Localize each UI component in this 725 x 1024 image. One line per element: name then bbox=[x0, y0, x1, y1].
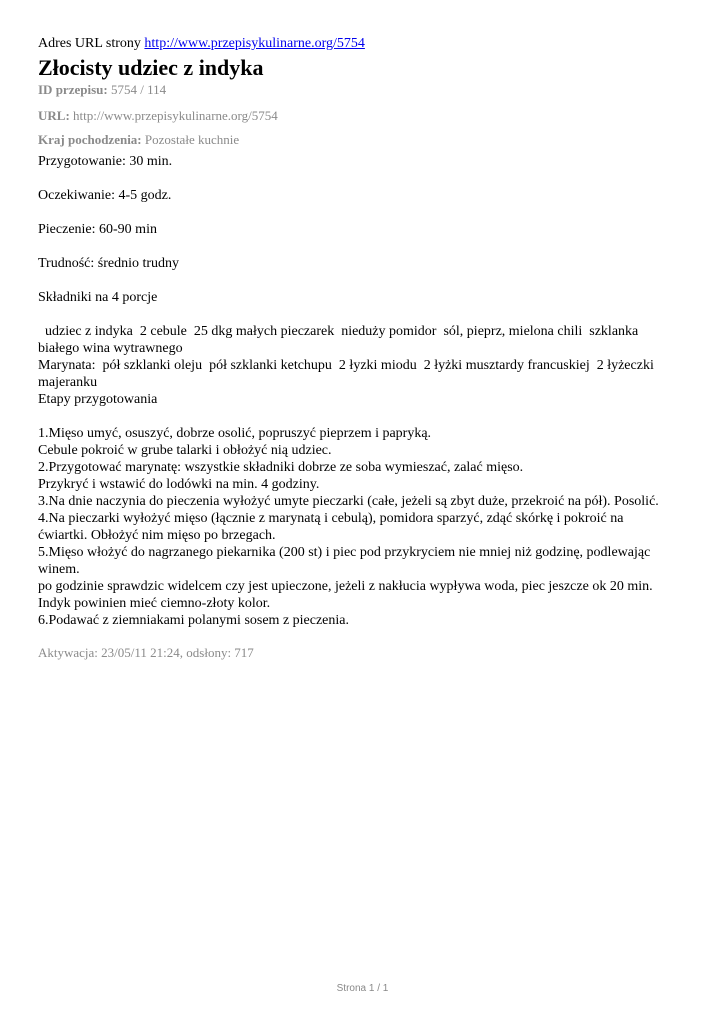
steps-heading: Etapy przygotowania bbox=[38, 392, 158, 407]
recipe-origin-label: Kraj pochodzenia: bbox=[38, 132, 142, 147]
step-line: 2.Przygotować marynatę: wszystkie składniki dobrze ze soba wymieszać, zalać mięso. bbox=[38, 460, 524, 475]
step-line: 6.Podawać z ziemniakami polanymi sosem z pieczenia. bbox=[38, 613, 350, 628]
recipe-title: Złocisty udziec z indyka bbox=[38, 55, 264, 80]
step-line: po godzinie sprawdzic widelcem czy jest upieczone, jeżeli z nakłucia wypływa woda, piec jeszcze ok 20 min. bbox=[38, 579, 653, 594]
marinade-line: majeranku bbox=[38, 375, 98, 390]
page-number: Strona 1 / 1 bbox=[336, 983, 389, 994]
recipe-id-label: ID przepisu: bbox=[38, 82, 108, 97]
ingredients-main-line: udziec z indyka 2 cebule 25 dkg małych pieczarek nieduży pomidor sól, pieprz, mielona chili szklanka bbox=[38, 324, 639, 339]
step-line: Indyk powinien mieć ciemno-złoty kolor. bbox=[38, 596, 271, 611]
step-line: winem. bbox=[38, 562, 80, 577]
source-url-line bbox=[38, 35, 365, 53]
source-url-label: Adres URL strony bbox=[38, 36, 141, 51]
difficulty: Trudność: średnio trudny bbox=[38, 256, 180, 271]
prep-time: Przygotowanie: 30 min. bbox=[38, 154, 173, 169]
servings: Składniki na 4 porcje bbox=[38, 290, 158, 305]
activation-info: Aktywacja: 23/05/11 21:24, odsłony: 717 bbox=[38, 645, 254, 660]
recipe-url-value: http://www.przepisykulinarne.org/5754 bbox=[73, 108, 278, 123]
bake-time: Pieczenie: 60-90 min bbox=[38, 222, 157, 237]
step-line: 5.Mięso włożyć do nagrzanego piekarnika (200 st) i piec pod przykryciem nie mniej niż godzinę, podlewając bbox=[38, 545, 651, 560]
source-url-link[interactable]: http://www.przepisykulinarne.org/5754 bbox=[144, 36, 365, 51]
marinade-line: Marynata: pół szklanki oleju pół szklanki ketchupu 2 łyzki miodu 2 łyżki musztardy francuskiej 2 łyżeczki bbox=[38, 358, 654, 373]
recipe-id bbox=[38, 82, 166, 98]
recipe-origin-value: Pozostałe kuchnie bbox=[144, 132, 240, 147]
recipe-body bbox=[38, 153, 688, 629]
step-line: Przykryć i wstawić do lodówki na min. 4 godziny. bbox=[38, 477, 320, 492]
recipe-url bbox=[38, 108, 278, 124]
step-line: 1.Mięso umyć, osuszyć, dobrze osolić, popruszyć pieprzem i papryką. bbox=[38, 426, 432, 441]
wait-time: Oczekiwanie: 4-5 godz. bbox=[38, 188, 172, 203]
recipe-url-label: URL: bbox=[38, 108, 70, 123]
step-line: ćwiartki. Obłożyć nim mięso po brzegach. bbox=[38, 528, 276, 543]
step-line: Cebule pokroić w grube talarki i obłożyć nią udziec. bbox=[38, 443, 332, 458]
ingredients-main-line: białego wina wytrawnego bbox=[38, 341, 183, 356]
step-line: 3.Na dnie naczynia do pieczenia wyłożyć umyte pieczarki (całe, jeżeli są zbyt duże, przekroić na pół). Posolić. bbox=[38, 494, 659, 509]
recipe-id-value: 5754 / 114 bbox=[110, 82, 167, 97]
step-line: 4.Na pieczarki wyłożyć mięso (łącznie z marynatą i cebulą), pomidora sparzyć, zdąć skórkę i pokroić na bbox=[38, 511, 624, 526]
recipe-origin bbox=[38, 132, 239, 148]
